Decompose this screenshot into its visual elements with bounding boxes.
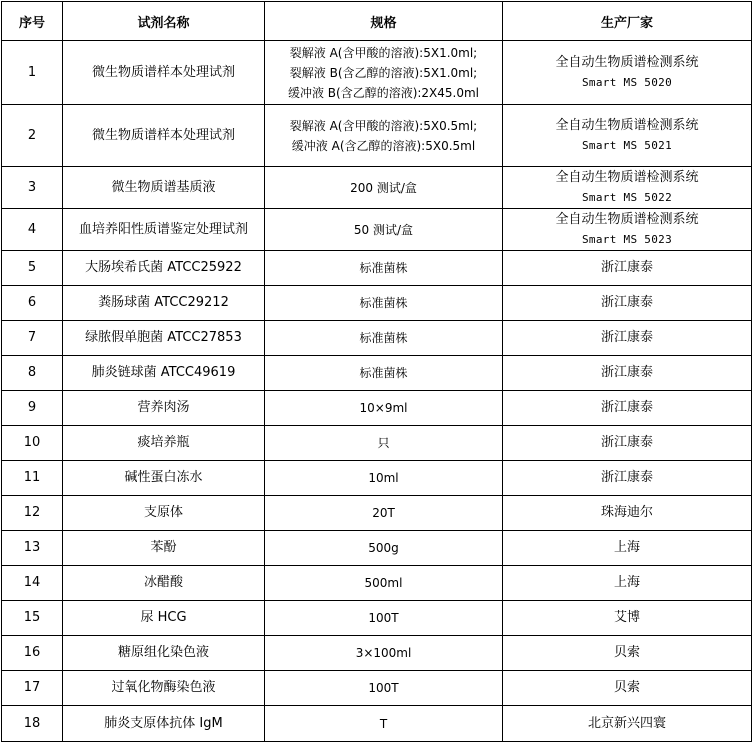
manufacturer-line: 浙江康泰 (600, 295, 653, 310)
cell-reagent-name: 肺炎链球菌 ATCC49619 (63, 356, 265, 391)
manufacturer-line: 浙江康泰 (600, 400, 653, 415)
spec-line: 10×9ml (359, 401, 408, 415)
cell-index: 2 (2, 105, 63, 167)
cell-reagent-name: 过氧化物酶染色液 (63, 671, 265, 706)
manufacturer-line: 北京新兴四寰 (587, 715, 666, 731)
table-row (2, 167, 752, 209)
manufacturer-line: 浙江康泰 (600, 470, 653, 485)
cell-index: 11 (2, 461, 63, 496)
manufacturer-line: 浙江康泰 (600, 365, 653, 380)
spec-line: 10ml (368, 471, 399, 485)
table-row (2, 426, 752, 461)
cell-manufacturer (503, 496, 752, 531)
cell-manufacturer (503, 321, 752, 356)
table-row (2, 251, 752, 286)
manufacturer-line: 上海 (613, 575, 640, 590)
cell-manufacturer (503, 167, 752, 209)
header-spec: 规格 (265, 2, 503, 41)
manufacturer-line: 贝索 (613, 680, 640, 695)
cell-index: 6 (2, 286, 63, 321)
spec-line: 裂解液 A(含甲酸的溶液):5X1.0ml; (289, 45, 478, 60)
cell-reagent-name: 绿脓假单胞菌 ATCC27853 (63, 321, 265, 356)
cell-index: 8 (2, 356, 63, 391)
cell-manufacturer (503, 566, 752, 601)
table-row (2, 496, 752, 531)
table-row (2, 531, 752, 566)
table-row (2, 636, 752, 671)
cell-spec (265, 321, 503, 356)
reagent-table (1, 1, 752, 742)
spec-line: 标准菌株 (359, 296, 408, 310)
cell-reagent-name: 微生物质谱样本处理试剂 (63, 41, 265, 105)
header-manufacturer: 生产厂家 (503, 2, 752, 41)
manufacturer-line: 全自动生物质谱检测系统 (555, 54, 699, 70)
cell-spec (265, 209, 503, 251)
cell-manufacturer (503, 209, 752, 251)
manufacturer-line: 浙江康泰 (600, 435, 653, 450)
cell-index: 4 (2, 209, 63, 251)
cell-manufacturer (503, 636, 752, 671)
cell-reagent-name: 糖原组化染色液 (63, 636, 265, 671)
cell-spec (265, 496, 503, 531)
spec-line: T (379, 716, 388, 731)
spec-line: 缓冲液 B(含乙醇的溶液):2X45.0ml (287, 85, 480, 100)
table-row (2, 706, 752, 742)
cell-spec (265, 706, 503, 742)
cell-spec (265, 105, 503, 167)
table-row (2, 391, 752, 426)
cell-manufacturer (503, 601, 752, 636)
table-row (2, 105, 752, 167)
spec-line: 500ml (364, 576, 403, 590)
cell-manufacturer (503, 251, 752, 286)
table-row (2, 566, 752, 601)
manufacturer-line: 贝索 (613, 645, 640, 660)
cell-manufacturer (503, 105, 752, 167)
manufacturer-line: 全自动生物质谱检测系统 (555, 117, 699, 133)
cell-index: 18 (2, 706, 63, 742)
header-row (2, 2, 752, 41)
cell-index: 3 (2, 167, 63, 209)
cell-spec (265, 671, 503, 706)
table-body (2, 41, 752, 742)
manufacturer-model: Smart MS 5022 (582, 190, 672, 204)
cell-reagent-name: 碱性蛋白冻水 (63, 461, 265, 496)
cell-spec (265, 636, 503, 671)
cell-reagent-name: 大肠埃希氏菌 ATCC25922 (63, 251, 265, 286)
cell-spec (265, 461, 503, 496)
table-row (2, 321, 752, 356)
table-row (2, 601, 752, 636)
manufacturer-line: 珠海迪尔 (600, 505, 653, 520)
cell-manufacturer (503, 671, 752, 706)
cell-manufacturer (503, 461, 752, 496)
cell-spec (265, 286, 503, 321)
cell-manufacturer (503, 531, 752, 566)
table-row (2, 461, 752, 496)
table-row (2, 209, 752, 251)
table-row (2, 671, 752, 706)
cell-reagent-name: 血培养阳性质谱鉴定处理试剂 (63, 209, 265, 251)
manufacturer-line: 浙江康泰 (600, 330, 653, 345)
cell-index: 15 (2, 601, 63, 636)
spec-line: 20T (372, 506, 395, 520)
cell-reagent-name: 支原体 (63, 496, 265, 531)
manufacturer-line: 全自动生物质谱检测系统 (555, 211, 699, 227)
cell-index: 17 (2, 671, 63, 706)
spec-line: 200 测试/盒 (350, 180, 417, 195)
cell-spec (265, 601, 503, 636)
cell-spec (265, 41, 503, 105)
cell-spec (265, 426, 503, 461)
manufacturer-model: Smart MS 5021 (582, 138, 672, 152)
spec-line: 500g (368, 541, 399, 555)
cell-spec (265, 167, 503, 209)
cell-index: 9 (2, 391, 63, 426)
spec-line: 100T (368, 611, 399, 625)
cell-reagent-name: 苯酚 (63, 531, 265, 566)
cell-spec (265, 391, 503, 426)
table-row (2, 41, 752, 105)
spec-line: 100T (368, 681, 399, 695)
cell-spec (265, 531, 503, 566)
spec-line: 3×100ml (355, 646, 412, 660)
cell-spec (265, 356, 503, 391)
cell-spec (265, 566, 503, 601)
header-name: 试剂名称 (63, 2, 265, 41)
cell-spec (265, 251, 503, 286)
manufacturer-model: Smart MS 5023 (582, 232, 672, 246)
cell-reagent-name: 粪肠球菌 ATCC29212 (63, 286, 265, 321)
spec-line: 裂解液 A(含甲酸的溶液):5X0.5ml; (289, 118, 478, 133)
spec-line: 50 测试/盒 (353, 222, 414, 237)
cell-index: 16 (2, 636, 63, 671)
cell-manufacturer (503, 426, 752, 461)
cell-index: 10 (2, 426, 63, 461)
cell-reagent-name: 冰醋酸 (63, 566, 265, 601)
table-row (2, 286, 752, 321)
spec-line: 缓冲液 A(含乙醇的溶液):5X0.5ml (291, 138, 476, 153)
cell-manufacturer (503, 391, 752, 426)
cell-reagent-name: 营养肉汤 (63, 391, 265, 426)
cell-index: 12 (2, 496, 63, 531)
cell-index: 1 (2, 41, 63, 105)
spec-line: 标准菌株 (359, 366, 408, 380)
spec-line: 标准菌株 (359, 331, 408, 345)
cell-index: 7 (2, 321, 63, 356)
cell-manufacturer (503, 356, 752, 391)
cell-reagent-name: 肺炎支原体抗体 IgM (63, 706, 265, 742)
spec-line: 裂解液 B(含乙醇的溶液):5X1.0ml; (289, 65, 478, 80)
manufacturer-line: 上海 (613, 540, 640, 555)
cell-index: 13 (2, 531, 63, 566)
cell-index: 5 (2, 251, 63, 286)
manufacturer-line: 全自动生物质谱检测系统 (555, 169, 699, 185)
spec-line: 只 (377, 436, 390, 450)
manufacturer-line: 艾博 (613, 610, 640, 625)
cell-index: 14 (2, 566, 63, 601)
cell-reagent-name: 微生物质谱基质液 (63, 167, 265, 209)
cell-reagent-name: 尿 HCG (63, 601, 265, 636)
spec-line: 标准菌株 (359, 261, 408, 275)
cell-manufacturer (503, 41, 752, 105)
cell-manufacturer (503, 286, 752, 321)
cell-reagent-name: 微生物质谱样本处理试剂 (63, 105, 265, 167)
cell-manufacturer (503, 706, 752, 742)
manufacturer-line: 浙江康泰 (600, 260, 653, 275)
cell-reagent-name: 痰培养瓶 (63, 426, 265, 461)
manufacturer-model: Smart MS 5020 (582, 75, 672, 89)
table-row (2, 356, 752, 391)
header-index: 序号 (2, 2, 63, 41)
